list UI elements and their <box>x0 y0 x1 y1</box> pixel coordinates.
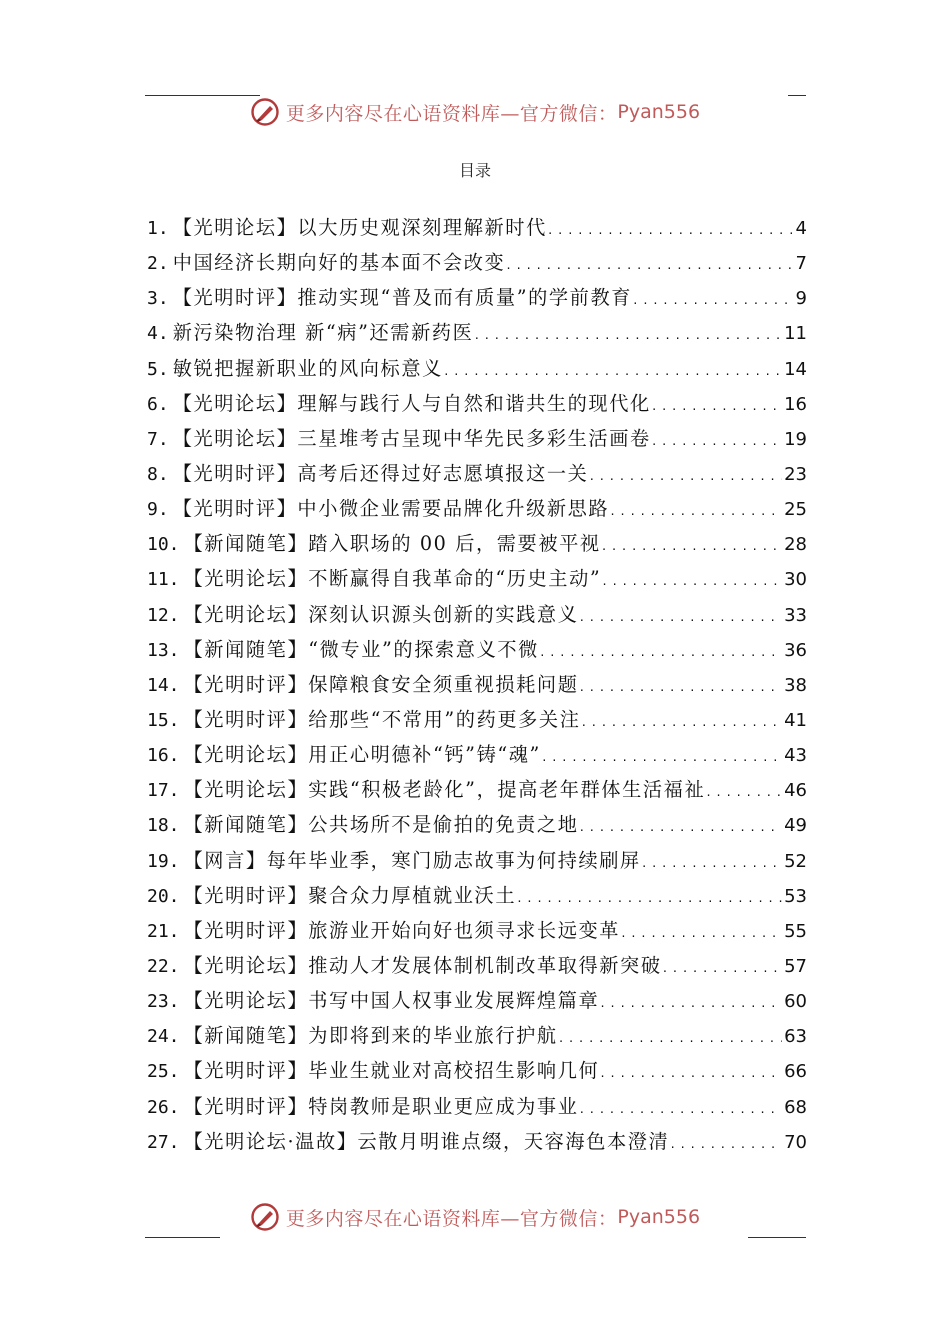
toc-entry[interactable] <box>147 1127 807 1162</box>
toc-entry-page: 55 <box>784 920 807 942</box>
toc-entry-number: 3. <box>147 288 169 310</box>
toc-leader-dots <box>651 392 782 415</box>
toc-entry[interactable] <box>147 951 807 986</box>
toc-entry[interactable] <box>147 318 807 353</box>
toc-entry-title: 【光明论坛】推动人才发展体制机制改革取得新突破 <box>183 953 662 977</box>
toc-entry-number: 25. <box>147 1061 180 1083</box>
toc-entry[interactable] <box>147 916 807 951</box>
toc-entry-page: 23 <box>784 463 807 485</box>
toc-entry[interactable] <box>147 354 807 389</box>
toc-entry-number: 23. <box>147 991 180 1013</box>
toc-entry-title: 【光明时评】毕业生就业对高校招生影响几何 <box>183 1059 600 1083</box>
toc-entry[interactable] <box>147 1021 807 1056</box>
toc-entry-title: 【光明论坛】以大历史观深刻理解新时代 <box>172 216 547 239</box>
pen-logo-icon <box>250 97 280 127</box>
toc-entry-page: 43 <box>784 745 807 767</box>
toc-leader-dots <box>705 778 782 801</box>
toc-entry[interactable] <box>147 775 807 810</box>
toc-leader-dots <box>505 251 793 274</box>
toc-entry-page: 68 <box>784 1096 807 1118</box>
toc-entry-number: 13. <box>147 639 180 661</box>
toc-entry[interactable] <box>147 600 807 635</box>
toc-entry-title: 【光明论坛】理解与践行人与自然和谐共生的现代化 <box>172 391 651 415</box>
footer-banner <box>0 1200 950 1234</box>
toc-entry-title: 【新闻随笔】公共场所不是偷拍的免责之地 <box>183 813 579 837</box>
toc-leader-dots <box>558 1024 782 1047</box>
toc-entry[interactable] <box>147 846 807 881</box>
toc-entry[interactable] <box>147 564 807 599</box>
toc-leader-dots <box>588 462 782 485</box>
toc-entry-page: 30 <box>784 569 807 591</box>
toc-entry-page: 25 <box>784 499 807 521</box>
toc-entry[interactable] <box>147 459 807 494</box>
toc-entry-page: 28 <box>784 534 807 556</box>
toc-entry-page: 53 <box>784 885 807 907</box>
toc-leader-dots <box>641 849 782 872</box>
header-banner <box>0 95 950 129</box>
toc-entry-page: 70 <box>784 1131 807 1153</box>
toc-leader-dots <box>669 1130 782 1153</box>
toc-entry-number: 15. <box>147 709 180 731</box>
toc-entry-title: 【光明论坛】三星堆考古呈现中华先民多彩生活画卷 <box>172 426 651 450</box>
toc-leader-dots <box>632 286 794 309</box>
toc-list <box>147 213 807 1162</box>
toc-entry-number: 18. <box>147 815 180 837</box>
toc-entry-title: 【光明论坛·温故】云散月明谁点缀，天容海色本澄清 <box>183 1129 670 1153</box>
toc-entry-number: 14. <box>147 674 180 696</box>
toc-entry-number: 20. <box>147 885 180 907</box>
toc-entry-number: 2. <box>147 253 169 275</box>
toc-entry-title: 新污染物治理 新“病”还需新药医 <box>172 321 474 345</box>
toc-entry-page: 33 <box>784 604 807 626</box>
toc-entry[interactable] <box>147 248 807 283</box>
toc-entry-title: 【光明时评】高考后还得过好志愿填报这一关 <box>172 461 589 485</box>
toc-leader-dots <box>578 673 782 696</box>
toc-entry[interactable] <box>147 986 807 1021</box>
toc-entry-title: 【光明论坛】用正心明德补“钙”铸“魂” <box>183 743 541 767</box>
toc-entry-title: 【新闻随笔】“微专业”的探索意义不微 <box>183 637 539 661</box>
header-banner-text: 更多内容尽在心语资料库—官方微信： <box>285 102 618 125</box>
toc-entry-page: 38 <box>784 674 807 696</box>
toc-leader-dots <box>443 357 782 380</box>
toc-leader-dots <box>599 989 782 1012</box>
toc-entry-page: 49 <box>784 815 807 837</box>
toc-leader-dots <box>473 321 782 344</box>
toc-entry-number: 9. <box>147 499 169 521</box>
toc-entry[interactable] <box>147 424 807 459</box>
toc-entry[interactable] <box>147 1056 807 1091</box>
toc-entry[interactable] <box>147 705 807 740</box>
toc-entry-title: 【光明时评】旅游业开始向好也须寻求长远变革 <box>183 918 621 942</box>
toc-entry[interactable] <box>147 881 807 916</box>
toc-entry-page: 11 <box>784 323 807 345</box>
toc-entry-title: 【网言】每年毕业季，寒门励志故事为何持续刷屏 <box>183 848 641 872</box>
toc-entry-title: 【光明时评】给那些“不常用”的药更多关注 <box>183 707 581 731</box>
toc-entry-number: 5. <box>147 358 169 380</box>
toc-entry-title: 【光明论坛】不断赢得自我革命的“历史主动” <box>183 567 602 591</box>
toc-entry[interactable] <box>147 283 807 318</box>
toc-entry-title: 【光明时评】聚合众力厚植就业沃土 <box>183 883 517 907</box>
toc-entry-page: 4 <box>795 218 807 239</box>
toc-entry-number: 7. <box>147 428 169 450</box>
toc-entry-number: 27. <box>147 1131 180 1153</box>
toc-entry-number: 19. <box>147 850 180 872</box>
toc-entry-number: 11. <box>147 569 180 591</box>
toc-entry-number: 1. <box>147 218 169 239</box>
toc-entry-page: 41 <box>784 709 807 731</box>
toc-entry-page: 36 <box>784 639 807 661</box>
toc-entry-page: 63 <box>784 1026 807 1048</box>
toc-entry-number: 12. <box>147 604 180 626</box>
toc-entry-page: 66 <box>784 1061 807 1083</box>
toc-entry-title: 【光明论坛】实践“积极老龄化”，提高老年群体生活福祉 <box>183 778 706 802</box>
toc-entry-number: 4. <box>147 323 169 345</box>
toc-entry-title: 敏锐把握新职业的风向标意义 <box>172 356 443 380</box>
toc-entry-page: 57 <box>784 955 807 977</box>
toc-entry-number: 17. <box>147 780 180 802</box>
toc-entry-title: 【光明论坛】书写中国人权事业发展辉煌篇章 <box>183 989 600 1013</box>
toc-entry-title: 【光明时评】推动实现“普及而有质量”的学前教育 <box>172 286 633 310</box>
toc-leader-dots <box>541 743 782 766</box>
toc-entry-title: 【光明时评】保障粮食安全须重视损耗问题 <box>183 672 579 696</box>
footer-banner-text: 更多内容尽在心语资料库—官方微信： <box>285 1207 618 1230</box>
toc-entry[interactable] <box>147 740 807 775</box>
toc-leader-dots <box>578 1095 782 1118</box>
toc-leader-dots <box>609 497 782 520</box>
toc-leader-dots <box>601 532 782 555</box>
toc-entry-title: 【光明时评】特岗教师是职业更应成为事业 <box>183 1094 579 1118</box>
toc-leader-dots <box>516 884 782 907</box>
toc-entry-title: 【光明论坛】深刻认识源头创新的实践意义 <box>183 602 579 626</box>
toc-entry[interactable] <box>147 670 807 705</box>
toc-entry-title: 【新闻随笔】为即将到来的毕业旅行护航 <box>183 1024 558 1048</box>
toc-entry-title: 【新闻随笔】踏入职场的 00 后，需要被平视 <box>183 532 601 556</box>
toc-entry-page: 60 <box>784 991 807 1013</box>
toc-entry[interactable] <box>147 389 807 424</box>
toc-leader-dots <box>547 216 794 239</box>
toc-entry-number: 22. <box>147 955 180 977</box>
footer-rule-right <box>748 1237 806 1238</box>
toc-entry[interactable] <box>147 213 807 248</box>
toc-leader-dots <box>601 567 782 590</box>
toc-leader-dots <box>620 919 782 942</box>
toc-leader-dots <box>539 638 782 661</box>
toc-entry-number: 16. <box>147 745 180 767</box>
toc-entry[interactable] <box>147 1092 807 1127</box>
toc-entry-number: 6. <box>147 393 169 415</box>
toc-entry-number: 24. <box>147 1026 180 1048</box>
toc-entry-number: 8. <box>147 463 169 485</box>
toc-leader-dots <box>578 603 782 626</box>
toc-entry[interactable] <box>147 529 807 564</box>
toc-entry[interactable] <box>147 635 807 670</box>
toc-entry-number: 26. <box>147 1096 180 1118</box>
footer-banner-wechat-id: Pyan556 <box>617 1206 701 1228</box>
toc-leader-dots <box>599 1059 782 1082</box>
toc-entry-number: 10. <box>147 534 180 556</box>
toc-leader-dots <box>662 954 782 977</box>
toc-leader-dots <box>578 813 782 836</box>
toc-entry-page: 46 <box>784 780 807 802</box>
toc-entry-title: 中国经济长期向好的基本面不会改变 <box>172 251 506 275</box>
toc-entry-number: 21. <box>147 920 180 942</box>
toc-entry[interactable] <box>147 494 807 529</box>
toc-entry-page: 19 <box>784 428 807 450</box>
toc-entry[interactable] <box>147 810 807 845</box>
toc-entry-page: 14 <box>784 358 807 380</box>
pen-logo-icon <box>250 1202 280 1232</box>
toc-entry-page: 52 <box>784 850 807 872</box>
header-banner-wechat-id: Pyan556 <box>617 101 701 123</box>
toc-entry-page: 7 <box>795 253 807 275</box>
footer-rule-left <box>145 1237 220 1238</box>
toc-entry-page: 9 <box>795 288 807 310</box>
toc-leader-dots <box>651 427 782 450</box>
toc-entry-page: 16 <box>784 393 807 415</box>
toc-leader-dots <box>581 708 783 731</box>
toc-title: 目录 <box>458 161 491 180</box>
toc-entry-title: 【光明时评】中小微企业需要品牌化升级新思路 <box>172 497 610 521</box>
